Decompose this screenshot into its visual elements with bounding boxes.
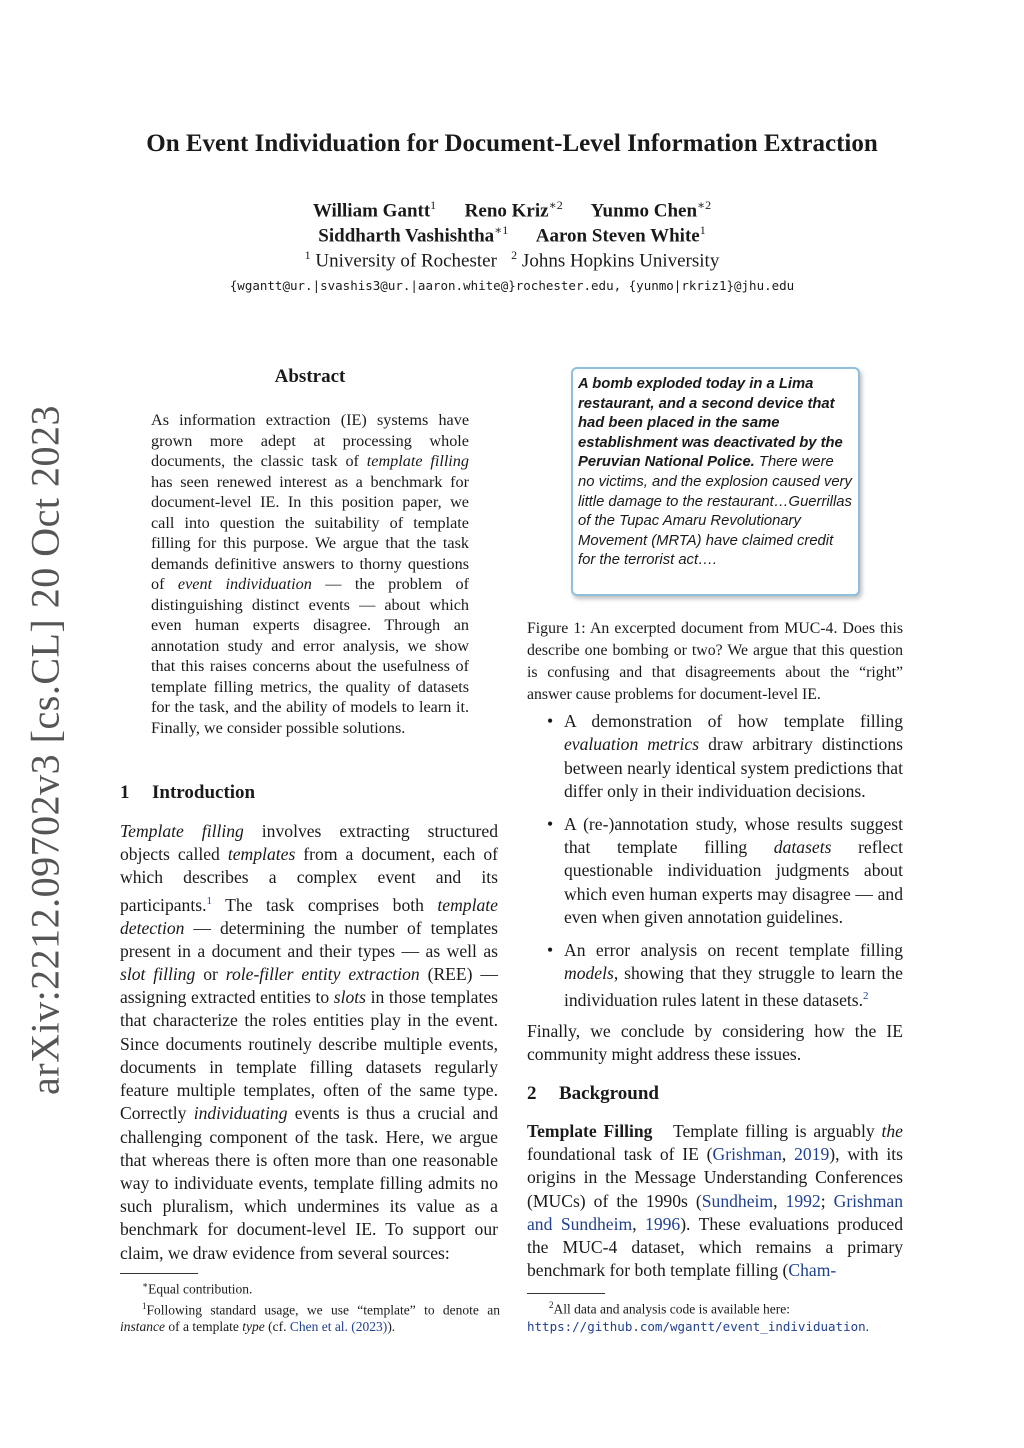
footnote-1: $^1$Following standard usage, we use “template” to denote an instance of a template type (cf. Chen et al. (2023)).	[120, 1300, 500, 1334]
list-item: • An error analysis on recent template filling models, showing that they struggle to learn the individuation rules latent in these datasets.$^2$	[547, 939, 903, 1011]
author-sup: 1	[699, 223, 706, 237]
citation-link[interactable]: Chen et al. (2023)	[289, 1319, 388, 1334]
author-sup: ∗2	[697, 198, 712, 212]
author-name: Reno Kriz	[464, 200, 549, 222]
figure-1-excerpt: A bomb exploded today in a Lima restaurant, and a second device that had been placed in the same establishment was deactivated by the Peruvian National Police. There were no victims, and the explosion caused very little damage to the restaurant…Guerrillas of the Tupac Amaru Revolutionary Movement (MRTA) have claimed credit for the terrorist act….	[578, 376, 852, 569]
footnote-rule-left	[120, 1273, 198, 1274]
affiliation-jhu: Johns Hopkins University	[521, 250, 720, 272]
footnotes-left	[120, 1277, 500, 1335]
list-item: • A demonstration of how template filling evaluation metrics draw arbitrary distinctions between nearly identical system predictions that differ only in their individuation decisions.	[547, 711, 903, 802]
citation-link[interactable]: Grishman and Sundheim	[527, 1190, 903, 1234]
repository-link[interactable]: https://github.com/wgantt/event_individuation	[527, 1318, 866, 1334]
author-name: Yunmo Chen	[590, 200, 698, 222]
author-emails: {wgantt@ur.|svashis3@ur.|aaron.white@}rochester.edu, {yunmo|rkriz1}@jhu.edu	[229, 278, 795, 293]
affil-sup: 1	[304, 248, 311, 262]
footnote-2: $^2$All data and analysis code is available here: https://github.com/wgantt/event_individuation.	[527, 1300, 870, 1334]
introduction-body: Template filling involves extracting structured objects called templates from a document, each of which describes a complex event and its participants.$^1$ The task comprises both template detection — determining the number of templates present in a document and their types — as well as slot filling or role-filler entity extraction (REE) — assigning extracted entities to slots in those templates that characterize the roles entities play in the event. Since documents routinely describe multiple events, documents in template filling datasets regularly feature multiple templates, often of the same type. Correctly individuating events is thus a crucial and challenging component of the task. Here, we argue that whereas there is often more than one reasonable way to individuate events, template filling admits no such pluralism, which undermines its value as a benchmark for document-level IE. To support our claim, we draw evidence from several sources:	[120, 821, 499, 1263]
citation-link[interactable]: 1992	[785, 1190, 821, 1211]
section-2-heading	[527, 1083, 659, 1105]
section-title: Background	[559, 1083, 659, 1104]
author-name: Aaron Steven White	[535, 225, 700, 247]
footnote-ref-2[interactable]: 2	[863, 990, 869, 1003]
citation-link[interactable]: Grishman	[712, 1144, 782, 1165]
paragraph-heading: Template Filling	[527, 1121, 653, 1141]
footnote-star: ∗Equal contribution.	[142, 1280, 253, 1297]
arxiv-id-text: arXiv:2212.09702v3 [cs.CL] 20 Oct 2023	[22, 404, 68, 1096]
citation-link[interactable]: 1996	[645, 1213, 681, 1234]
section-1-heading	[120, 782, 255, 804]
abstract-body: As information extraction (IE) systems have grown more adept at processing whole documents, the classic task of template filling has seen renewed interest as a benchmark for document-level IE. In this position paper, we call into question the suitability of template filling for this purpose. We argue that the task demands definitive answers to thorny questions of event individuation — the problem of distinguishing distinct events — about which even human experts disagree. Through an annotation study and error analysis, we show that this raises concerns about the usefulness of template filling metrics, the quality of datasets for the task, and the ability of models to learn it. Finally, we consider possible solutions.	[151, 411, 469, 737]
author-name: Siddharth Vashishtha	[318, 225, 495, 247]
background-body: Template Filling Template filling is arguably the foundational task of IE (Grishman, 2019), with its origins in the Message Understanding Conferences (MUCs) of the 1990s (Sundheim, 1992; Grishman and Sundheim, 1996). These evaluations produced the MUC-4 dataset, which remains a primary benchmark for both template filling (Cham-	[527, 1121, 904, 1281]
abstract-heading: Abstract	[274, 366, 346, 387]
author-name: William Gantt	[312, 200, 431, 222]
list-item: • A (re-)annotation study, whose results suggest that template filling datasets reflect questionable individuation judgments about which even human experts may disagree — and even when given annotation guidelines.	[547, 813, 903, 928]
author-line-1	[0, 198, 1024, 222]
citation-link[interactable]: Sundheim	[701, 1190, 774, 1211]
figure-1-caption: Figure 1: An excerpted document from MUC-4. Does this describe one bombing or two? We argue that this question is confusing and that disagreements about the “right” answer cause problems for document-level IE.	[527, 620, 903, 703]
section-title: Introduction	[152, 782, 256, 803]
paper-title: On Event Individuation for Document-Level Information Extraction	[146, 130, 878, 157]
figure-1-box	[571, 367, 860, 596]
section-number: 2	[527, 1083, 537, 1104]
author-sup: ∗2	[548, 198, 563, 212]
affil-sup: 2	[511, 248, 518, 262]
arxiv-side-identifier	[10, 404, 80, 1096]
author-line-2	[0, 223, 1024, 247]
footnote-ref-1[interactable]: 1	[206, 894, 212, 907]
section-number: 1	[120, 782, 130, 803]
citation-link[interactable]: 2019	[794, 1144, 830, 1165]
citation-link[interactable]: Cham-	[788, 1260, 837, 1281]
author-sup: 1	[430, 198, 437, 212]
author-sup: ∗1	[494, 223, 509, 237]
affiliation-rochester: University of Rochester	[315, 250, 497, 272]
contribution-list	[527, 710, 903, 1022]
affiliations	[0, 248, 1024, 272]
footnote-rule-right	[527, 1293, 605, 1294]
conclusion-paragraph: Finally, we conclude by considering how the IE community might address these issues.	[527, 1021, 903, 1065]
